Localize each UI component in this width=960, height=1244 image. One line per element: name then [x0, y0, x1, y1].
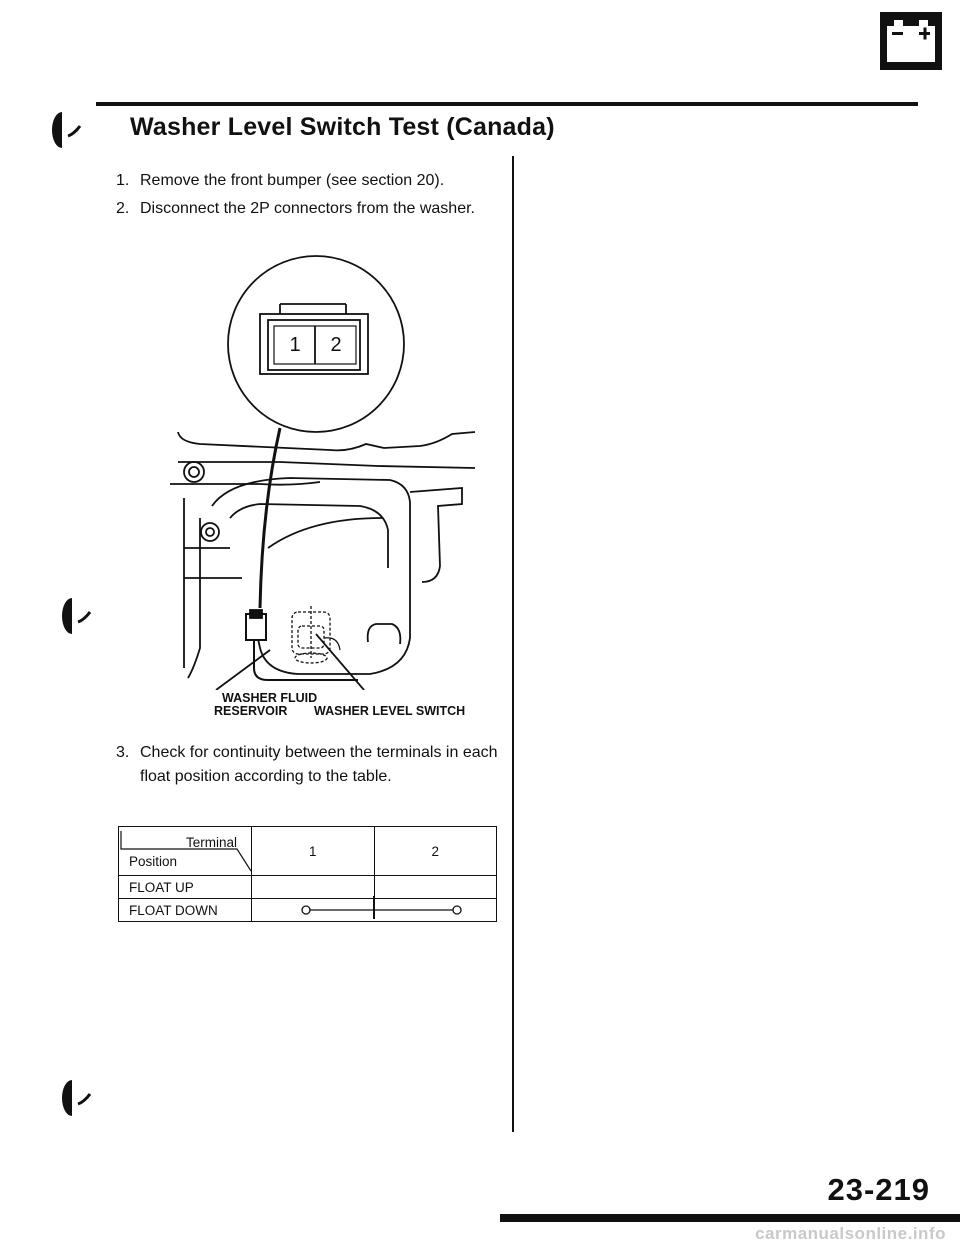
header-position: Position	[129, 854, 178, 869]
washer-reservoir-diagram	[170, 248, 480, 690]
table-row	[119, 876, 497, 899]
position-cell: FLOAT DOWN	[119, 899, 252, 922]
step-number: 1.	[116, 172, 130, 189]
section-bullet-icon	[62, 1080, 92, 1116]
step-2	[116, 200, 475, 218]
terminal-column-header: 2	[374, 827, 497, 876]
step-number: 3.	[116, 744, 130, 761]
connector-housing	[260, 314, 368, 374]
column-divider	[512, 156, 514, 1132]
terminal-cell	[374, 876, 497, 899]
step-3	[116, 744, 498, 762]
switch-leader-line	[316, 634, 364, 690]
step-number: 2.	[116, 200, 130, 217]
step-text: Remove the front bumper (see section 20).	[140, 172, 445, 189]
section-bullet-icon	[52, 112, 82, 148]
table-corner-header	[119, 827, 252, 876]
page-title: Washer Level Switch Test (Canada)	[130, 113, 555, 141]
terminal-cell	[252, 876, 375, 899]
callout-line: WASHER FLUID	[222, 691, 318, 705]
header-rule	[96, 102, 918, 106]
continuity-table	[118, 826, 497, 922]
footer-bar	[500, 1214, 960, 1222]
connector-pin-label: 1	[289, 334, 301, 356]
step-text: Disconnect the 2P connectors from the washer.	[140, 200, 475, 217]
callout-washer-level-switch: WASHER LEVEL SWITCH	[314, 704, 466, 718]
table-header-row	[119, 827, 497, 876]
terminal-column-header: 1	[252, 827, 375, 876]
step-3-continued: float position according to the table.	[140, 768, 392, 785]
step-1	[116, 172, 444, 190]
table-row	[119, 899, 497, 922]
connector-zoom-circle	[228, 256, 404, 432]
section-bullet-icon	[62, 598, 92, 634]
step-text: Check for continuity between the terminals in each	[140, 744, 498, 761]
watermark: carmanualsonline.info	[755, 1224, 946, 1243]
header-terminal: Terminal	[185, 835, 237, 850]
position-cell: FLOAT UP	[119, 876, 252, 899]
reservoir-leader-line	[216, 650, 270, 690]
page-number: 23-219	[827, 1172, 930, 1207]
connector-pin-label: 2	[330, 334, 342, 356]
callout-line: RESERVOIR	[214, 704, 288, 718]
callout-reservoir	[214, 692, 317, 718]
battery-icon	[880, 12, 942, 70]
table-column-separator	[373, 896, 375, 919]
